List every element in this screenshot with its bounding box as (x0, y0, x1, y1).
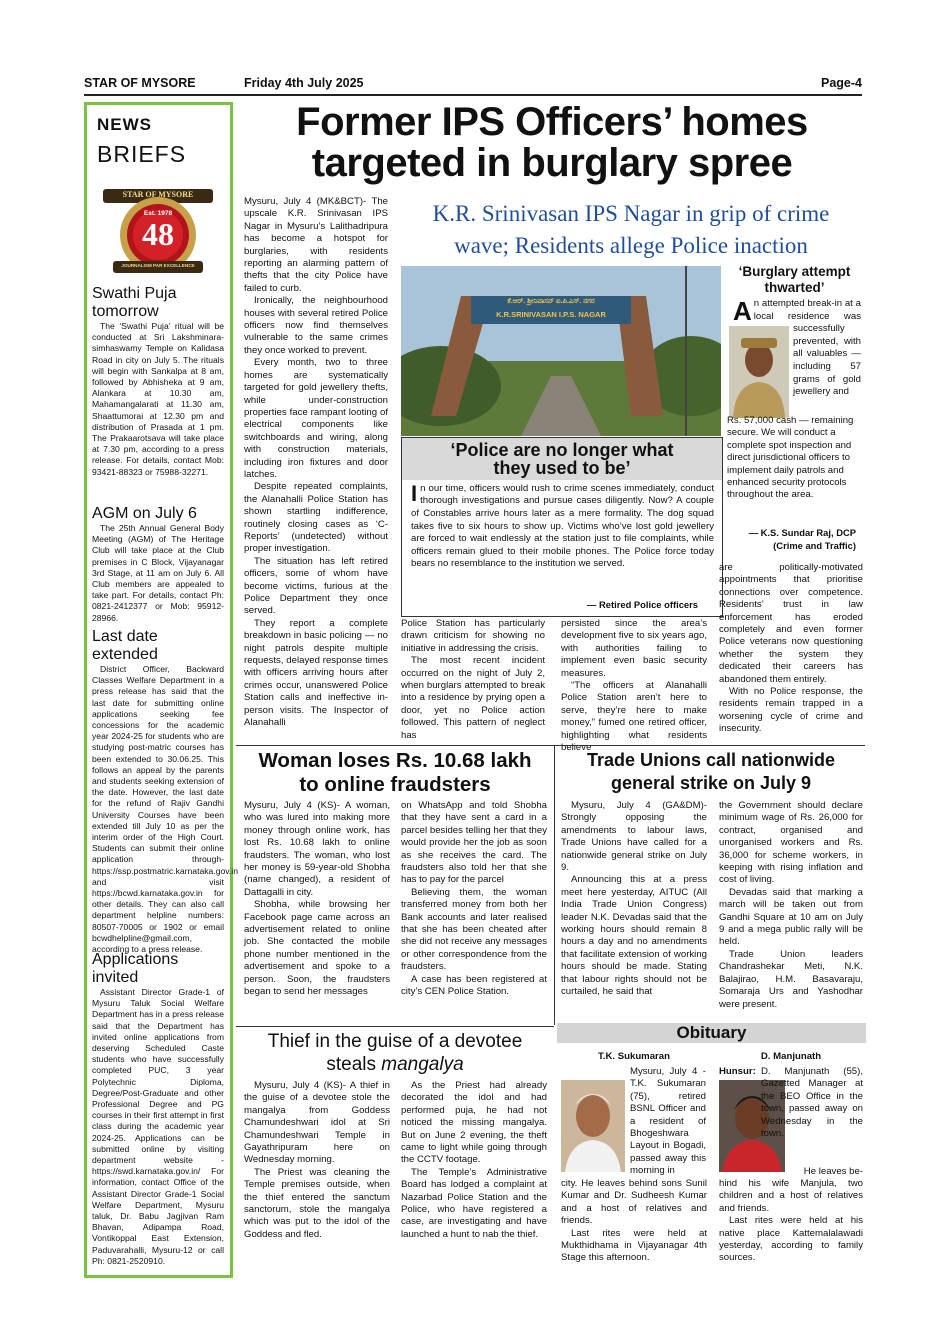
logo-number: 48 (142, 216, 174, 252)
briefs-title-bold: NEWS (97, 115, 152, 134)
fraud-headline-line2: to online fraudsters (299, 773, 491, 796)
subheadline-line1: K.R. Srinivasan IPS Nagar in grip of crime (432, 201, 830, 226)
unions-headline-line1: Trade Unions call nationwide (586, 750, 836, 770)
quote-title (402, 438, 722, 480)
paragraph: The most recent incident occurred on the night of July 2, when burglars attempted to break into a residence by prying open a door, yet no Police action followed. This pattern of neglect has (401, 655, 545, 741)
dcp-drop-cap: A (733, 296, 752, 326)
paragraph: Believing them, the woman transferred money from both her Bank accounts and later realised that she has been cheated after she did not receive any messages or other correspondence from the fraudsters. (401, 886, 547, 973)
unions-column-2 (719, 800, 863, 1011)
quote-drop-cap: I (411, 480, 418, 506)
brief-item (92, 628, 239, 955)
brief-heading: Applications invited (92, 951, 179, 986)
dcp-attribution (749, 526, 856, 552)
paragraph: Despite repeated complaints, the Alanahalli Police Station has shown startling indifference, routinely closing cases as ‘C-Reports’ (undetected) without proper investigation. (244, 481, 388, 555)
paragraph: They report a complete breakdown in basic policing — no night patrols despite multiple requests, delayed response times with officers arriving hours after crimes occur, unanswered Police Station calls and ineffective in-person visits. The Inspector of Alanahalli (244, 617, 388, 729)
briefs-title-light: BRIEFS (97, 141, 187, 167)
dcp-quote-box (727, 264, 862, 559)
brief-item (92, 285, 224, 478)
paragraph: Police Station has particularly drawn criticism for showing no initiative in addressing the crisis. (401, 618, 545, 654)
paragraph: Trade Union leaders Chandrashekar Meti, N.K. Balajirao, H.M. Basavaraju, Somaraja Urs and Yashodhar were present. (719, 948, 863, 1010)
quote-body (402, 480, 722, 571)
masthead (84, 74, 862, 96)
brief-body: District Officer, Backward Classes Welfare Department in a press release has said that the last date for submitting online applications seeking fee concessions for the academic year 2024-25 for students who are studying post-matric courses has been extended to 30.06.25. This follows an appeal by the parents and students seeking extension of the date. However, the last date for the refund of Rajiv Gandhi University Courses have been extended till July 10 as per the interim order of the High Court. Students can submit their online application through- https://ssp.postmatric.karnataka.gov.in and visit https://bcwd.karnataka.gov.in for other details. They can also call department helpline numbers: 80507-70005 or 1902 or email bcwdhelpline@gmail.com, according to a press release. (92, 664, 239, 955)
divider (236, 1026, 554, 1027)
news-briefs-sidebar (84, 102, 239, 1278)
dcp-body-wide: Rs. 57,000 cash — remaining secure. We will conduct a complete spot inspection and direct jurisdictional officers to implement daily patrols and enhanced security protocols throughout the area. (727, 415, 854, 501)
retired-officers-quote-box (401, 437, 723, 617)
brief-body: Assistant Director Grade-1 of Mysuru Taluk Social Welfare Department has in a press release said that the Department has invited online applications from deserving Scheduled Caste students who have successfully completed PUC, 3 year Polytechnic Diploma, Degree/Post-Graduate and other Professional Degree and PG courses in their first attempt in first class during the academic year 2024-25. Applications can be submitted online by visiting department website - https://swd.karnataka.gov.in/ For information, contact Office of the Assistant Director Grade-1 Social Welfare Department, Mysuru taluk, Dr. Babu Jagjivan Ram Bhavan, Adipampa Road, Vontikoppal East Extension, Paduvarahalli, Mysuru-12 or call Ph: 0821-2520910. (92, 987, 224, 1266)
paragraph: With no Police response, the residents remain trapped in a worsening cycle of crime and insecurity. (719, 686, 863, 735)
lead-column-2 (401, 618, 545, 742)
lead-headline-line2: targeted in burglary spree (311, 140, 793, 185)
obituary-right-wide (719, 1178, 863, 1265)
arch-sign-kannada: ಕೆ.ಆರ್. ಶ್ರೀನಿವಾಸನ್ ಐ.ಪಿ.ಎಸ್. ನಗರ (507, 298, 595, 305)
paragraph: As the Priest had already decorated the idol and had performed puja, he had not noticed the missing mangalya. But on June 2 evening, the theft came to light while going through the CCTV footage. (401, 1080, 547, 1166)
fraud-headline (236, 749, 554, 797)
arch-sign-english: K.R.SRINIVASAN I.P.S. NAGAR (496, 310, 606, 319)
brief-heading: Swathi Puja tomorrow (92, 285, 177, 320)
unions-headline-line2: general strike on July 9 (610, 773, 812, 793)
paragraph: city. He leaves behind sons Sunil Kumar and Dr. Sudheesh Kumar and a host of relatives and friends. (561, 1178, 707, 1227)
paragraph: Announcing this at a press meet here yesterday, AITUC (All India Trade Union Congress) leader N.K. Devadas said that the working hours should remain 8 hours a day and no amendments that facilitate extension of working hours should be made. Stating that labour rights should not be curtailed, he said that (561, 874, 707, 998)
paragraph: Mysuru, July 4 (KS)- A woman, who was lured into making more money through online work, has lost Rs. 10.68 lakh to online fraudsters. The woman, who lost her money is 59-year-old Shobha (name changed), a resident of Dattagalli in city. (244, 800, 390, 898)
obituary-right-narrow-b: He leaves be- (803, 1166, 863, 1177)
issue-date: Friday 4th July 2025 (244, 76, 364, 90)
thief-headline (236, 1030, 554, 1076)
dcp-title-line1: ‘Burglary attempt (738, 264, 851, 279)
lead-headline (236, 102, 868, 184)
logo-top-text: STAR OF MYSORE (122, 190, 194, 199)
fraud-headline-line1: Woman loses Rs. 10.68 lakh (258, 749, 532, 772)
quote-title-line2: they used to be’ (493, 458, 631, 479)
obituary-right-narrow-a (761, 1066, 863, 1140)
paragraph: are politically-motivated appointments that prioritise connections over competence. Residents’ trust in law enforcement has eroded completely and even former Police veterans now questioning whether the system they dedicated their careers has abandoned them entirely. (719, 562, 863, 685)
quote-attribution: — Retired Police officers (587, 599, 698, 610)
subheadline-line2: wave; Residents allege Police inaction (454, 233, 808, 258)
obituary-right-place: Hunsur: (719, 1066, 756, 1077)
fraud-column-2 (401, 800, 547, 999)
paragraph: Mysuru, July 4 (MK&BCT)- The upscale K.R. Srinivasan IPS Nagar in Mysuru’s Lalithadripura has become a hotspot for burglaries, with residents reporting an alarming pattern of thefts that the city Police have failed to curb. (244, 196, 388, 294)
brief-heading: Last date extended (92, 628, 158, 663)
divider (555, 745, 865, 746)
lead-column-4 (719, 562, 863, 736)
logo-est-text: Est. 1978 (143, 210, 173, 217)
brief-body: The ‘Swathi Puja’ ritual will be conducted at Sri Lakshminara-simhaswamy Temple on Kalidasa Road in city on July 5. The rituals will begin with Sankalpa at 8 am, followed by Abhisheka at 9 am, Alankara at 10.30 am, Mahamangalarati at 11.30 am, Shaattumorai at 12.30 pm and distribution of Prasada at 1 pm. The Prakaarotsava will take place at 7.30 pm, according to a press release. For details, contact Mob: 93421-88323 or 75988-32271. (92, 321, 224, 477)
sukumaran-portrait (561, 1080, 625, 1172)
paragraph: The situation has left retired officers, some of whom have become victims, furious at the Police Department they once served. (244, 555, 388, 617)
paragraph: A case has been registered at city’s CEN Police Station. (401, 973, 547, 998)
lead-headline-line1: Former IPS Officers’ homes (296, 100, 808, 144)
obituary-right-text: D. Manjunath (55), Gazetted Manager at the BEO Office in the town, passed away on Wednesday in the town. (761, 1066, 863, 1140)
logo-bottom-text: JOURNALISM PAR EXCELLENCE (121, 263, 195, 268)
dcp-title-line2: thwarted’ (764, 280, 825, 295)
thief-column-1 (244, 1080, 390, 1241)
divider (236, 745, 554, 746)
paragraph: The Temple’s Administrative Board has lodged a complaint at Nazarbad Police Station and the Police, who have registered a case, are investigating and have launched a hunt to nab the thief. (401, 1166, 547, 1240)
thief-headline-italic: mangalya (381, 1054, 464, 1075)
paragraph: Devadas said that marking a march will be taken out from Gandhi Square at 10 am on July 9 and a mega public rally will be held. (719, 886, 863, 948)
paragraph: the Government should declare minimum wage of Rs. 26,000 for contract, organised and unorganised workers and Rs. 36,000 for scheme workers, in keeping with rising inflation and cost of living. (719, 800, 863, 886)
paper-name: STAR OF MYSORE (84, 76, 196, 90)
paragraph: persisted since the area’s development five to six years ago, with authorities failing to implement even basic security measures. (561, 618, 707, 679)
paragraph: on WhatsApp and told Shobha that they have sent a card in a parcel besides telling her that they would provide her the job as soon as she receives the card. The fraudsters also told her that she has to pay for the parcel (401, 800, 547, 886)
quote-text: n our time, officers would rush to crime scenes immediately, conduct thorough investigations and pursue cases diligently. Now? A couple of Constables arrive hours later as a mere formality. The dog squad takes five to six hours to show up. Victims who’ve lost gold jewellery are forced to wait endlessly at the station just to file complaints, while officers remain glued to their mobile phones. The Police force today bears no resemblance to the institution we served. (411, 482, 714, 570)
lead-column-1 (244, 196, 388, 729)
arch-photo (401, 266, 721, 436)
obituary-left-wide (561, 1178, 707, 1265)
brief-body: The 25th Annual General Body Meeting (AGM) of The Heritage Club will take place at the Club premises in C Block, Vijayanagar 3rd Stage, at 11 am on July 6. All Club members are appealed to take part. For details, contact Ph: 0821-2412377 or Mob: 95912-28966. (92, 523, 224, 623)
dcp-title (727, 264, 862, 296)
paragraph: hind his wife Manjula, two children and a host of relatives and friends. (719, 1178, 863, 1214)
obituary-title: Obituary (557, 1023, 866, 1043)
obituary-left-name: T.K. Sukumaran (598, 1051, 670, 1062)
obituary-left-narrow: Mysuru, July 4 - T.K. Sukumaran (75), retired BSNL Officer and a resident of Bhogeshwara Layout in Bogadi, passed away this morning in (630, 1066, 706, 1177)
dcp-text-narrow: n attempted break-in at a local residence was successfully prevented, with all valuables — including 57 grams of gold jewellery and (753, 298, 861, 398)
divider (554, 745, 555, 1025)
lead-subheadline (396, 198, 866, 262)
brief-item (92, 951, 224, 1267)
paragraph: Last rites were held at Mukthidhama in Vijayanagar 4th Stage this afternoon. (561, 1227, 707, 1264)
thief-headline-line2: steals (326, 1054, 382, 1075)
fraud-column-1 (244, 800, 390, 999)
brief-heading: AGM on July 6 (92, 505, 197, 522)
dcp-body-narrow (733, 298, 861, 424)
paragraph: Mysuru, July 4 (GA&DM)- Strongly opposing the amendments to labour laws, Trade Unions have called for a nationwide general strike on July 9. (561, 800, 707, 874)
paragraph: Last rites were held at his native place Kattemalalawadi yesterday, according to family sources. (719, 1215, 863, 1264)
page-number: Page-4 (821, 76, 862, 90)
obituary-right-name: D. Manjunath (760, 1051, 822, 1062)
paragraph: “The officers at Alanahalli Police Station aren’t here to serve, they’re here to make money,” fumed one retired officer, highlighting what residents believe (561, 680, 707, 754)
paragraph: Mysuru, July 4 (KS)- A thief in the guise of a devotee stole the mangalya from Goddess Chamundeshwari idol at Sri Chamundeshwari Temple in Gayathripuram here on Wednesday morning. (244, 1080, 390, 1166)
lead-column-3 (561, 618, 707, 754)
thief-headline-line1: Thief in the guise of a devotee (267, 1031, 523, 1052)
thief-column-2 (401, 1080, 547, 1241)
paragraph: The Priest was cleaning the Temple premises outside, when the thief entered the sanctum sanctorum, stole the mangalya which was put to the idol of the Goddess and fled. (244, 1166, 390, 1240)
brief-item (92, 505, 224, 624)
dcp-attribution-line2: (Crime and Traffic) (773, 540, 856, 551)
unions-headline (556, 749, 866, 795)
dcp-attribution-line1: — K.S. Sundar Raj, DCP (748, 527, 856, 538)
paragraph: Ironically, the neighbourhood houses with several retired Police officers now find themselves vulnerable to the same crimes they once worked to prevent. (244, 295, 388, 356)
paragraph: Every month, two to three homes are systematically targeted for gold jewellery thefts, while under-construction properties face rampant looting of electrical components like switchboards and wiring, along with construction materials, including iron fixtures and door latches. (244, 357, 388, 480)
unions-column-1 (561, 800, 707, 999)
quote-title-line1: ‘Police are no longer what (450, 440, 674, 460)
paragraph: Shobha, while browsing her Facebook page came across an advertisement related to online job. She contacted the mobile phone number mentioned in the advertisement and spoke to a person. Soon, the fraudsters began to send her messages (244, 899, 390, 998)
star-of-mysore-48-logo (99, 183, 217, 283)
